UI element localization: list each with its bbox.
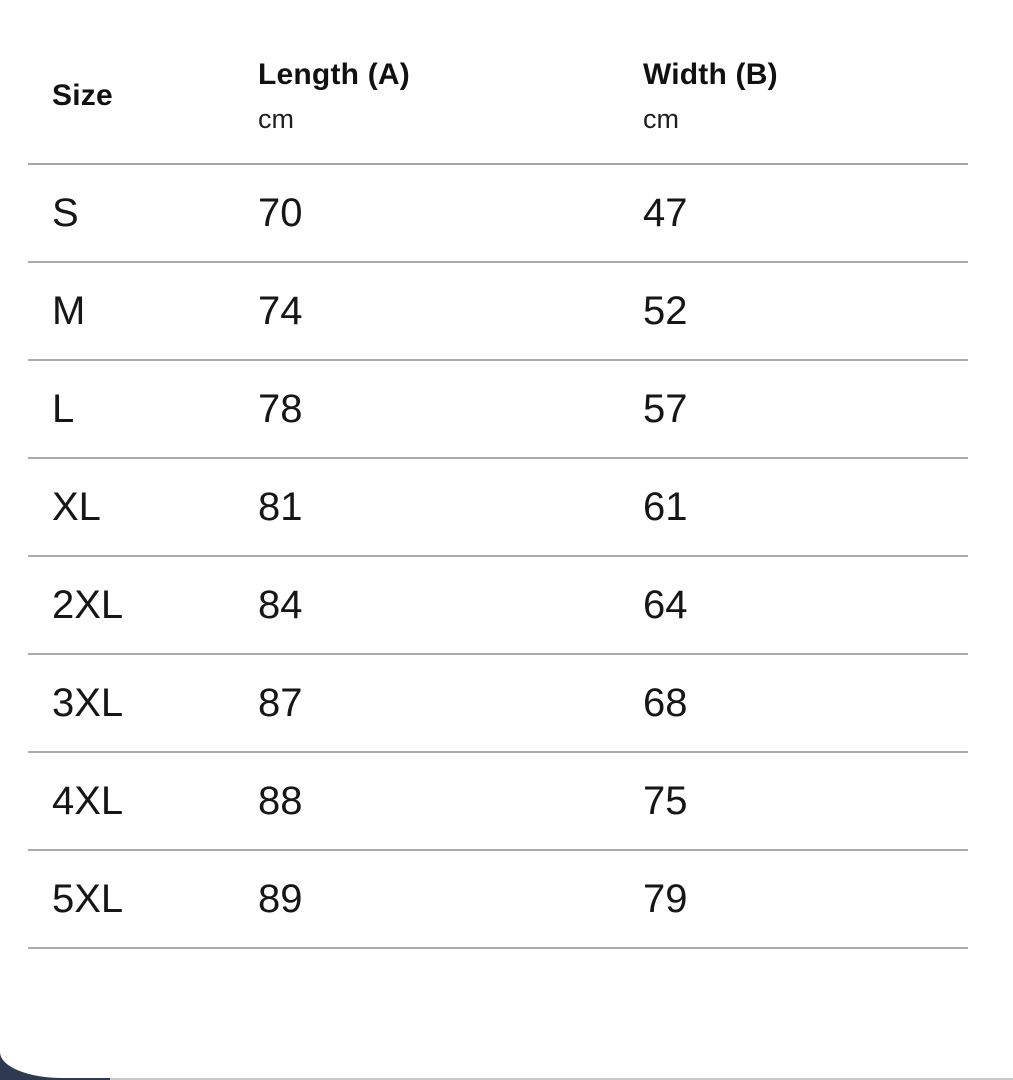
size-cell: M	[52, 289, 86, 333]
column-header-size	[52, 79, 258, 114]
length-cell: 74	[258, 289, 303, 333]
width-cell: 68	[643, 681, 688, 725]
width-cell: 57	[643, 387, 688, 431]
table-row	[28, 263, 968, 361]
size-cell: 2XL	[52, 583, 124, 627]
table-header-row	[28, 0, 968, 165]
table-row	[28, 753, 968, 851]
width-cell: 64	[643, 583, 688, 627]
width-cell: 79	[643, 877, 688, 921]
column-label: Width (B)	[643, 58, 778, 92]
table-row	[28, 361, 968, 459]
table-row	[28, 459, 968, 557]
column-unit: cm	[643, 103, 679, 134]
length-cell: 84	[258, 583, 303, 627]
width-cell: 52	[643, 289, 688, 333]
width-cell: 61	[643, 485, 688, 529]
table-row	[28, 165, 968, 263]
length-cell: 89	[258, 877, 303, 921]
column-unit: cm	[258, 103, 294, 134]
length-cell: 87	[258, 681, 303, 725]
size-cell: L	[52, 387, 75, 431]
size-cell: 4XL	[52, 779, 124, 823]
length-cell: 81	[258, 485, 303, 529]
width-cell: 47	[643, 191, 688, 235]
length-cell: 88	[258, 779, 303, 823]
column-label: Length (A)	[258, 58, 410, 92]
length-cell: 78	[258, 387, 303, 431]
length-cell: 70	[258, 191, 303, 235]
column-header-length	[258, 58, 643, 134]
table-row	[28, 851, 968, 949]
column-header-width	[643, 58, 968, 134]
column-label: Size	[52, 79, 113, 113]
width-cell: 75	[643, 779, 688, 823]
size-chart-table	[28, 0, 968, 949]
size-cell: XL	[52, 485, 101, 529]
size-cell: 3XL	[52, 681, 124, 725]
table-row	[28, 655, 968, 753]
size-cell: S	[52, 191, 79, 235]
table-row	[28, 557, 968, 655]
size-cell: 5XL	[52, 877, 124, 921]
